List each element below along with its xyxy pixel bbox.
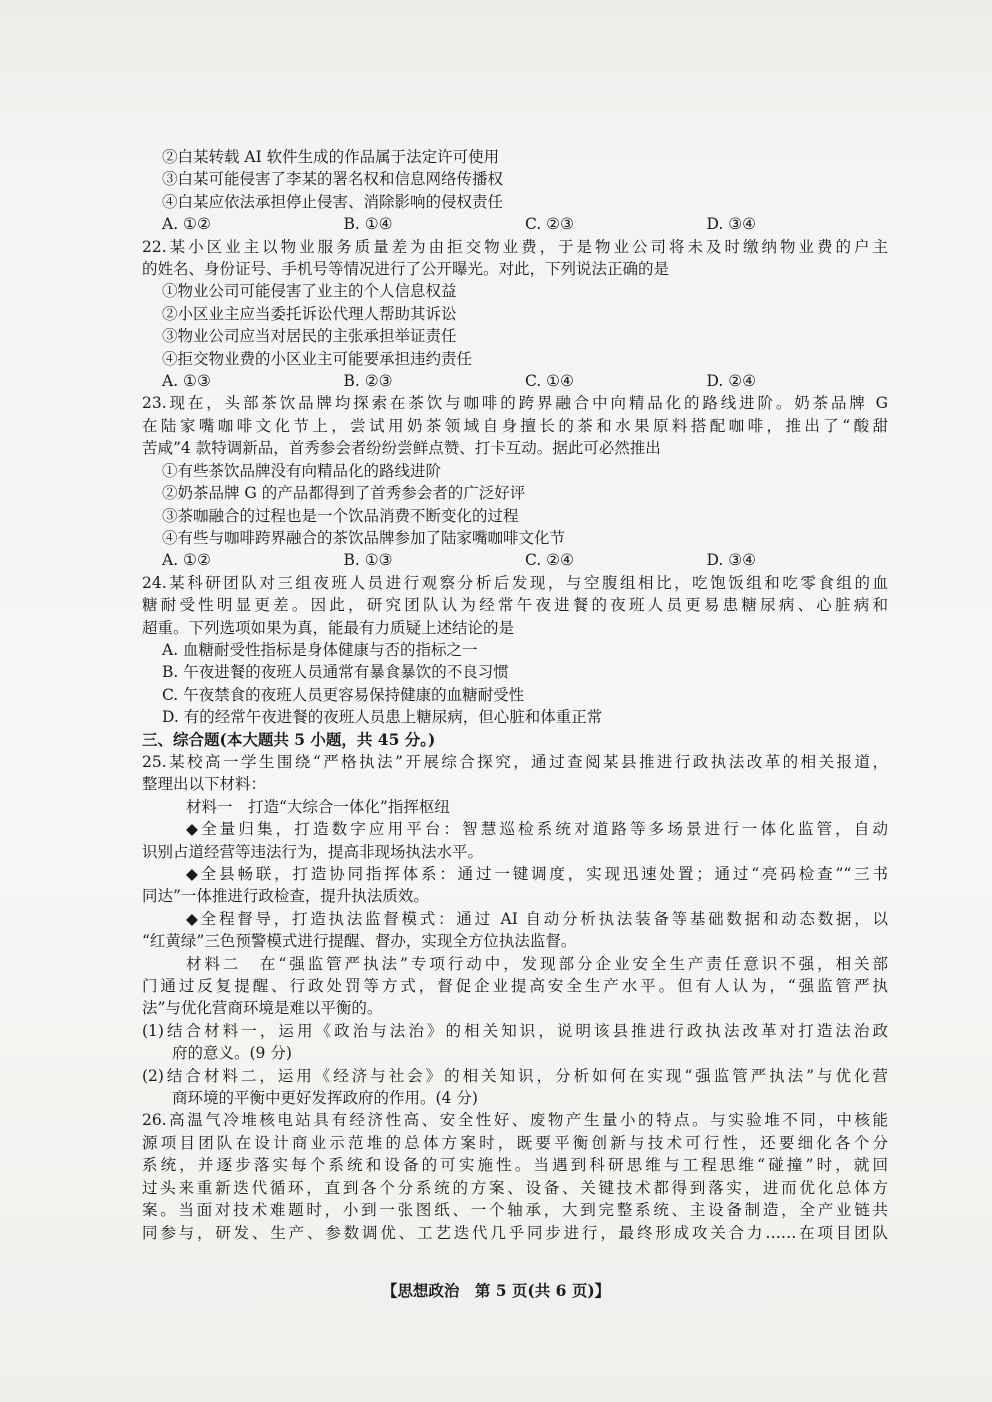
q21-option-c: C. ②③ — [525, 215, 574, 234]
q25-m1-line-2: 识别占道经营等违法行为，提高非现场执法水平。 — [142, 842, 484, 861]
q22-item-4: ④拒交物业费的小区业主可能要承担违约责任 — [162, 349, 473, 368]
q22-item-3: ③物业公司应当对居民的主张承担举证责任 — [162, 327, 457, 346]
q23-item-3: ③茶咖融合的过程也是一个饮品消费不断变化的过程 — [162, 506, 519, 525]
q25-material-1-title: 材料一 打造“大综合一体化”指挥枢纽 — [186, 797, 450, 816]
q25-sub-2-line-1: (2)结合材料二，运用《经济与社会》的相关知识，分析如何在实现“强监管严执法”与优化营 — [142, 1066, 888, 1085]
q22-option-d: D. ②④ — [706, 372, 757, 391]
q26-stem-line-1: 26.高温气冷堆核电站具有经济性高、安全性好、废物产生量小的特点。与实验堆不同，中核能 — [142, 1111, 888, 1130]
q23-stem-line-3: 苦咸”4 款特调新品，首秀参会者纷纷尝鲜点赞、打卡互动。据此可必然推出 — [142, 439, 661, 458]
q22-stem-line-1: 22.某小区业主以物业服务质量差为由拒交物业费，于是物业公司将未及时缴纳物业费的户主 — [142, 237, 888, 256]
q22-option-b: B. ②③ — [343, 372, 393, 391]
question-21 — [142, 146, 888, 236]
q26-stem-line-5: 案。当面对技术难题时，小到一张图纸、一个轴承，大到完整系统、主设备制造，全产业链共 — [142, 1201, 888, 1220]
q22-stem-line-2: 的姓名、身份证号、手机号等情况进行了公开曝光。对此，下列说法正确的是 — [142, 260, 670, 279]
q25-m1-line-6: “红黄绿”三色预警模式进行提醒、督办，实现全方位执法监督。 — [142, 932, 577, 951]
q23-option-c: C. ②④ — [525, 551, 574, 570]
question-25 — [142, 751, 888, 1110]
q23-options — [142, 549, 888, 571]
q23-option-b: B. ①③ — [343, 551, 393, 570]
q22-item-1: ①物业公司可能侵害了业主的个人信息权益 — [162, 282, 457, 301]
q25-m2-line-1: 材料二 在“强监管严执法”专项行动中，发现部分企业安全生产责任意识不强，相关部 — [186, 954, 888, 973]
q22-options — [142, 370, 888, 392]
q25-m1-line-1: ◆全量归集，打造数字应用平台：智慧巡检系统对道路等多场景进行一体化监管，自动 — [186, 820, 888, 839]
q21-option-b: B. ①④ — [343, 215, 393, 234]
q25-stem-line-2: 整理出以下材料： — [142, 775, 267, 794]
q23-stem-line-1: 23.现在，头部茶饮品牌均探索在茶饮与咖啡的跨界融合中向精品化的路线进阶。奶茶品牌 G — [142, 394, 888, 413]
page-footer: 【思想政治 第 5 页(共 6 页)】 — [381, 1281, 611, 1300]
q26-stem-line-2: 源项目团队在设计商业示范堆的总体方案时，既要平衡创新与技术可行性，还要细化各个分 — [142, 1133, 888, 1152]
q21-options — [142, 213, 888, 235]
q24-choice-c: C. 午夜禁食的夜班人员更容易保持健康的血糖耐受性 — [162, 685, 525, 704]
q24-stem-line-3: 超重。下列选项如果为真，能最有力质疑上述结论的是 — [142, 618, 515, 637]
q25-sub-1-line-2: 府的意义。(9 分) — [172, 1044, 292, 1063]
q24-choice-a: A. 血糖耐受性指标是身体健康与否的指标之一 — [162, 640, 478, 659]
exam-content — [142, 146, 888, 1244]
q21-option-a: A. ①② — [162, 215, 211, 234]
q22-item-2: ②小区业主应当委托诉讼代理人帮助其诉讼 — [162, 304, 457, 323]
q23-item-1: ①有些茶饮品牌没有向精品化的路线进阶 — [162, 461, 442, 480]
q24-choice-b: B. 午夜进餐的夜班人员通常有暴食暴饮的不良习惯 — [162, 663, 509, 682]
q21-option-d: D. ③④ — [706, 215, 757, 234]
question-22 — [142, 236, 888, 393]
question-26 — [142, 1109, 888, 1243]
q26-stem-line-6: 同参与，研发、生产、参数调优、工艺迭代几乎同步进行，最终形成攻关合力……在项目团队 — [142, 1223, 888, 1242]
question-24 — [142, 572, 888, 729]
q25-stem-line-1: 25.某校高一学生围绕“严格执法”开展综合探究，通过查阅某县推进行政执法改革的相关报道， — [142, 752, 888, 771]
q26-stem-line-4: 过头来重新迭代循环，直到各个分系统的方案、设备、关键技术都得到落实，进而优化总体方 — [142, 1178, 888, 1197]
q23-item-2: ②奶茶品牌 G 的产品都得到了首秀参会者的广泛好评 — [162, 484, 526, 503]
q26-stem-line-3: 系统，并逐步落实每个系统和设备的可实施性。当遇到科研思维与工程思维“碰撞”时，就回 — [142, 1156, 888, 1175]
q25-sub-1-line-1: (1)结合材料一，运用《政治与法治》的相关知识，说明该县推进行政执法改革对打造法治政 — [142, 1021, 888, 1040]
q25-m1-line-5: ◆全程督导，打造执法监督模式：通过 AI 自动分析执法装备等基础数据和动态数据，以 — [186, 909, 888, 928]
q25-sub-2-line-2: 商环境的平衡中更好发挥政府的作用。(4 分) — [172, 1089, 478, 1108]
question-23 — [142, 392, 888, 571]
q25-m1-line-4: 同达”一体推进行政检查，提升执法质效。 — [142, 887, 429, 906]
section-3-heading: 三、综合题(本大题共 5 小题，共 45 分。) — [142, 729, 436, 749]
q24-stem-line-2: 糖耐受性明显更差。因此，研究团队认为经常午夜进餐的夜班人员更易患糖尿病、心脏病和 — [142, 596, 888, 615]
q23-option-a: A. ①② — [162, 551, 211, 570]
q25-m1-line-3: ◆全县畅联，打造协同指挥体系：通过一键调度，实现迅速处置；通过“亮码检查”“三书 — [186, 865, 888, 883]
q22-option-c: C. ①④ — [525, 372, 574, 391]
q21-item-3: ③白某可能侵害了李某的署名权和信息网络传播权 — [162, 170, 504, 189]
q21-item-2: ②白某转载 AI 软件生成的作品属于法定许可使用 — [162, 148, 500, 166]
q24-stem-line-1: 24.某科研团队对三组夜班人员进行观察分析后发现，与空腹组相比，吃饱饭组和吃零食组的血 — [142, 573, 888, 592]
q23-stem-line-2: 在陆家嘴咖啡文化节上，尝试用奶茶领域自身擅长的茶和水果原料搭配咖啡，推出了“酸甜 — [142, 416, 888, 435]
q25-m2-line-2: 门通过反复提醒、行政处罚等方式，督促企业提高安全生产水平。但有人认为，“强监管严执 — [142, 977, 888, 996]
q23-item-4: ④有些与咖啡跨界融合的茶饮品牌参加了陆家嘴咖啡文化节 — [162, 528, 566, 547]
q21-item-4: ④白某应依法承担停止侵害、消除影响的侵权责任 — [162, 192, 504, 211]
q23-option-d: D. ③④ — [706, 551, 757, 570]
q25-m2-line-3: 法”与优化营商环境是难以平衡的。 — [142, 999, 383, 1018]
q22-option-a: A. ①③ — [162, 372, 211, 391]
q24-choice-d: D. 有的经常午夜进餐的夜班人员患上糖尿病，但心脏和体重正常 — [162, 708, 603, 727]
